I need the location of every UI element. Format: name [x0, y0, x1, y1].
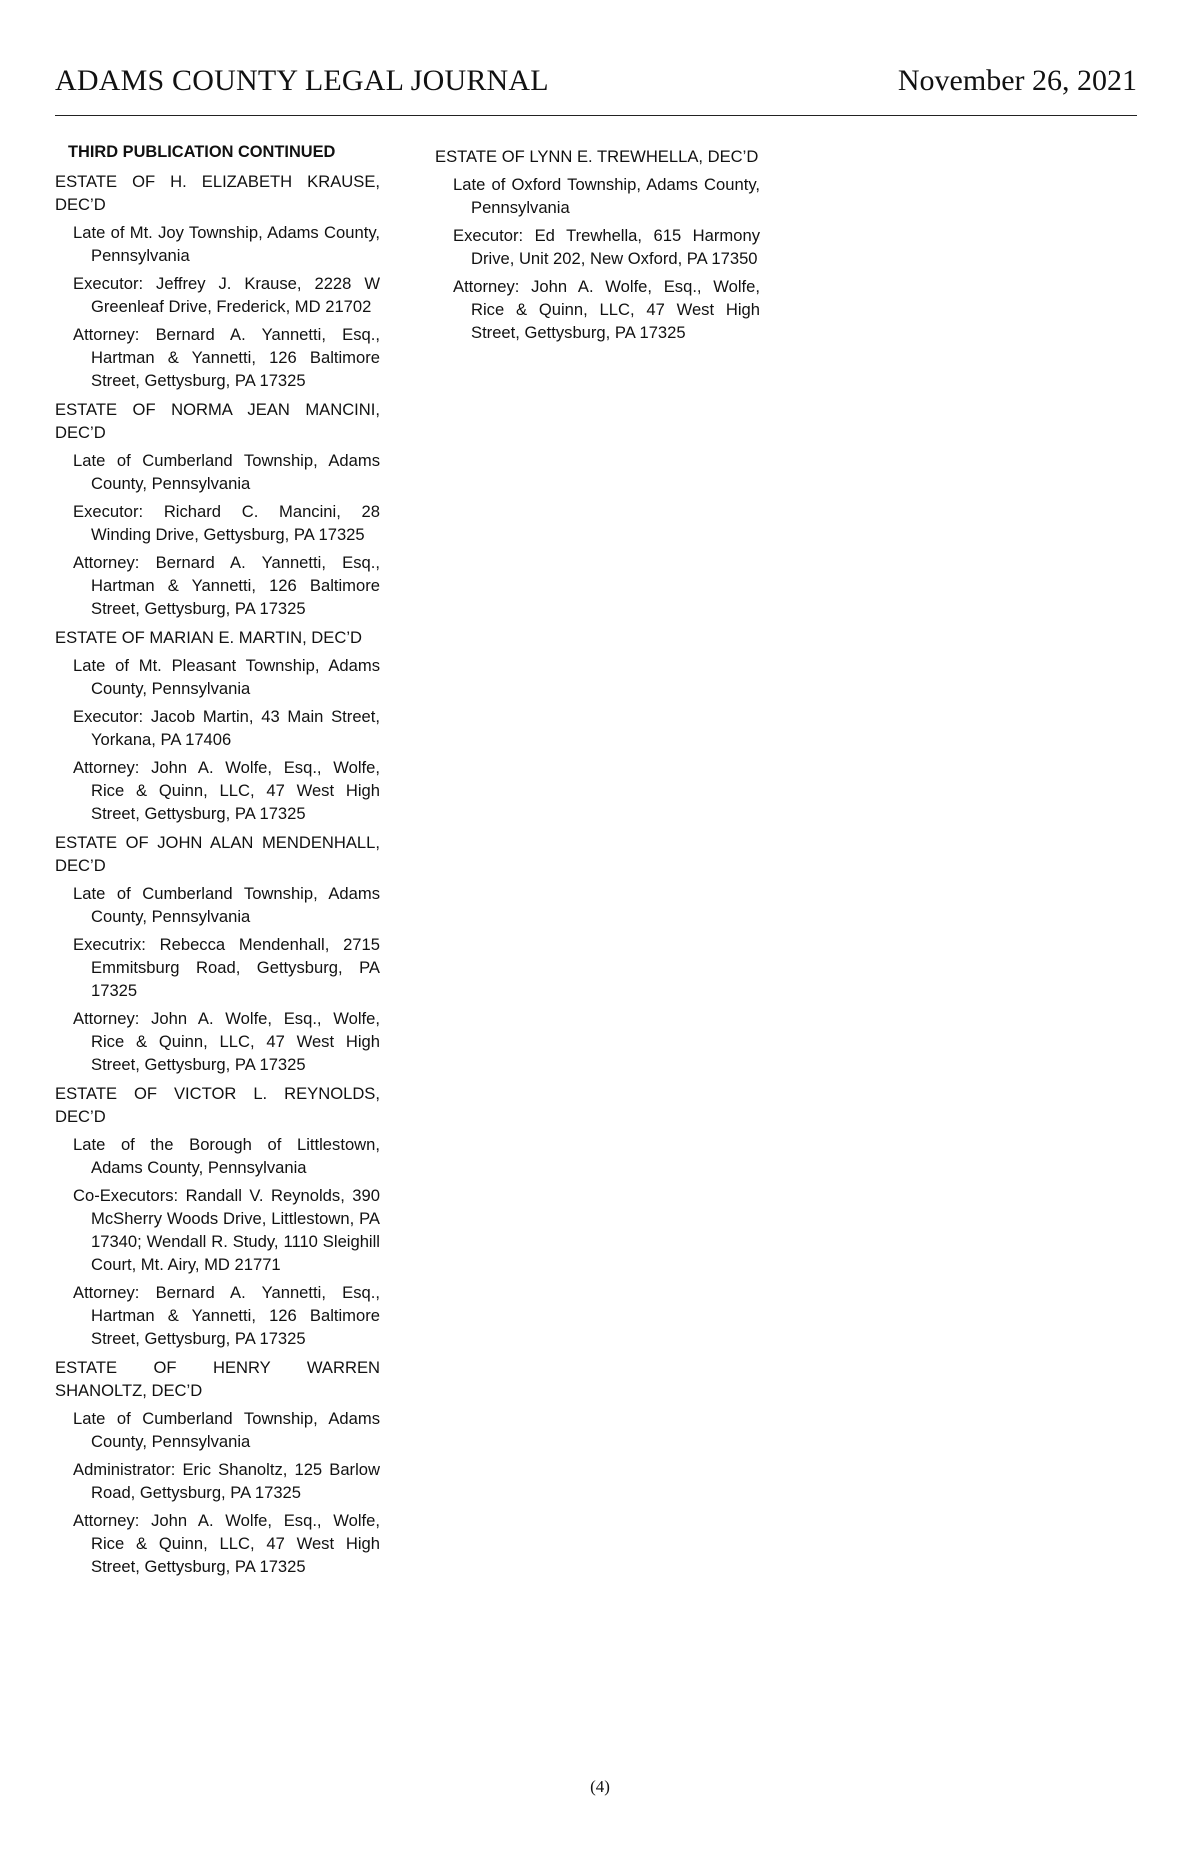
estate-notice — [55, 1356, 380, 1578]
estate-name: ESTATE OF NORMA JEAN MANCINI, DEC’D — [55, 400, 380, 442]
estate-detail: Late of Mt. Pleasant Township, Adams County, Pennsylvania — [73, 656, 380, 698]
estate-name: ESTATE OF LYNN E. TREWHELLA, DEC’D — [435, 147, 759, 166]
issue-date: November 26, 2021 — [897, 64, 1137, 97]
estate-detail: Attorney: Bernard A. Yannetti, Esq., Hartman & Yannetti, 126 Baltimore Street, Gettysburg, PA 17325 — [73, 1283, 380, 1348]
estate-detail: Attorney: Bernard A. Yannetti, Esq., Hartman & Yannetti, 126 Baltimore Street, Gettysburg, PA 17325 — [73, 325, 380, 390]
header-rule — [55, 115, 1137, 116]
estate-notice — [55, 1082, 380, 1350]
estate-detail: Attorney: John A. Wolfe, Esq., Wolfe, Rice & Quinn, LLC, 47 West High Street, Gettysburg, PA 17325 — [73, 1009, 380, 1074]
estate-name: ESTATE OF H. ELIZABETH KRAUSE, DEC’D — [55, 172, 380, 214]
estate-detail: Executrix: Rebecca Mendenhall, 2715 Emmitsburg Road, Gettysburg, PA 17325 — [73, 935, 380, 1000]
estate-name: ESTATE OF HENRY WARREN SHANOLTZ, DEC’D — [55, 1358, 380, 1400]
estate-detail: Executor: Ed Trewhella, 615 Harmony Drive, Unit 202, New Oxford, PA 17350 — [453, 226, 760, 268]
estate-detail: Attorney: John A. Wolfe, Esq., Wolfe, Rice & Quinn, LLC, 47 West High Street, Gettysburg, PA 17325 — [73, 1511, 380, 1576]
left-estate-list — [55, 170, 380, 1578]
estate-detail: Attorney: John A. Wolfe, Esq., Wolfe, Rice & Quinn, LLC, 47 West High Street, Gettysburg, PA 17325 — [453, 277, 760, 342]
estate-name: ESTATE OF JOHN ALAN MENDENHALL, DEC’D — [55, 833, 380, 875]
estate-notice — [55, 626, 380, 825]
estate-notice — [55, 398, 380, 620]
estate-detail: Administrator: Eric Shanoltz, 125 Barlow Road, Gettysburg, PA 17325 — [73, 1460, 380, 1502]
left-column — [55, 141, 380, 1584]
estate-detail: Late of Cumberland Township, Adams County, Pennsylvania — [73, 1409, 380, 1451]
estate-detail: Late of the Borough of Littlestown, Adams County, Pennsylvania — [73, 1135, 380, 1177]
page-number: (4) — [590, 1777, 610, 1796]
estate-detail: Late of Oxford Township, Adams County, Pennsylvania — [453, 175, 760, 217]
estate-name: ESTATE OF VICTOR L. REYNOLDS, DEC’D — [55, 1084, 380, 1126]
estate-notice — [435, 145, 760, 344]
estate-detail: Late of Cumberland Township, Adams County, Pennsylvania — [73, 884, 380, 926]
estate-detail: Attorney: John A. Wolfe, Esq., Wolfe, Rice & Quinn, LLC, 47 West High Street, Gettysburg, PA 17325 — [73, 758, 380, 823]
right-estate-list — [435, 145, 760, 344]
estate-notice — [55, 170, 380, 392]
estate-detail: Attorney: Bernard A. Yannetti, Esq., Hartman & Yannetti, 126 Baltimore Street, Gettysburg, PA 17325 — [73, 553, 380, 618]
estate-detail: Co-Executors: Randall V. Reynolds, 390 McSherry Woods Drive, Littlestown, PA 17340; Wendall R. Study, 1110 Sleighill Court, Mt. Airy, MD 21771 — [73, 1186, 380, 1274]
estate-name: ESTATE OF MARIAN E. MARTIN, DEC’D — [55, 628, 363, 647]
estate-detail: Executor: Richard C. Mancini, 28 Winding Drive, Gettysburg, PA 17325 — [73, 502, 380, 544]
estate-detail: Late of Mt. Joy Township, Adams County, Pennsylvania — [73, 223, 380, 265]
estate-detail: Executor: Jeffrey J. Krause, 2228 W Greenleaf Drive, Frederick, MD 21702 — [73, 274, 380, 316]
journal-title: ADAMS COUNTY LEGAL JOURNAL — [55, 64, 549, 97]
estate-notice — [55, 831, 380, 1076]
estate-detail: Executor: Jacob Martin, 43 Main Street, Yorkana, PA 17406 — [73, 707, 380, 749]
section-heading: THIRD PUBLICATION CONTINUED — [68, 143, 336, 161]
right-column — [435, 145, 760, 350]
estate-detail: Late of Cumberland Township, Adams County, Pennsylvania — [73, 451, 380, 493]
